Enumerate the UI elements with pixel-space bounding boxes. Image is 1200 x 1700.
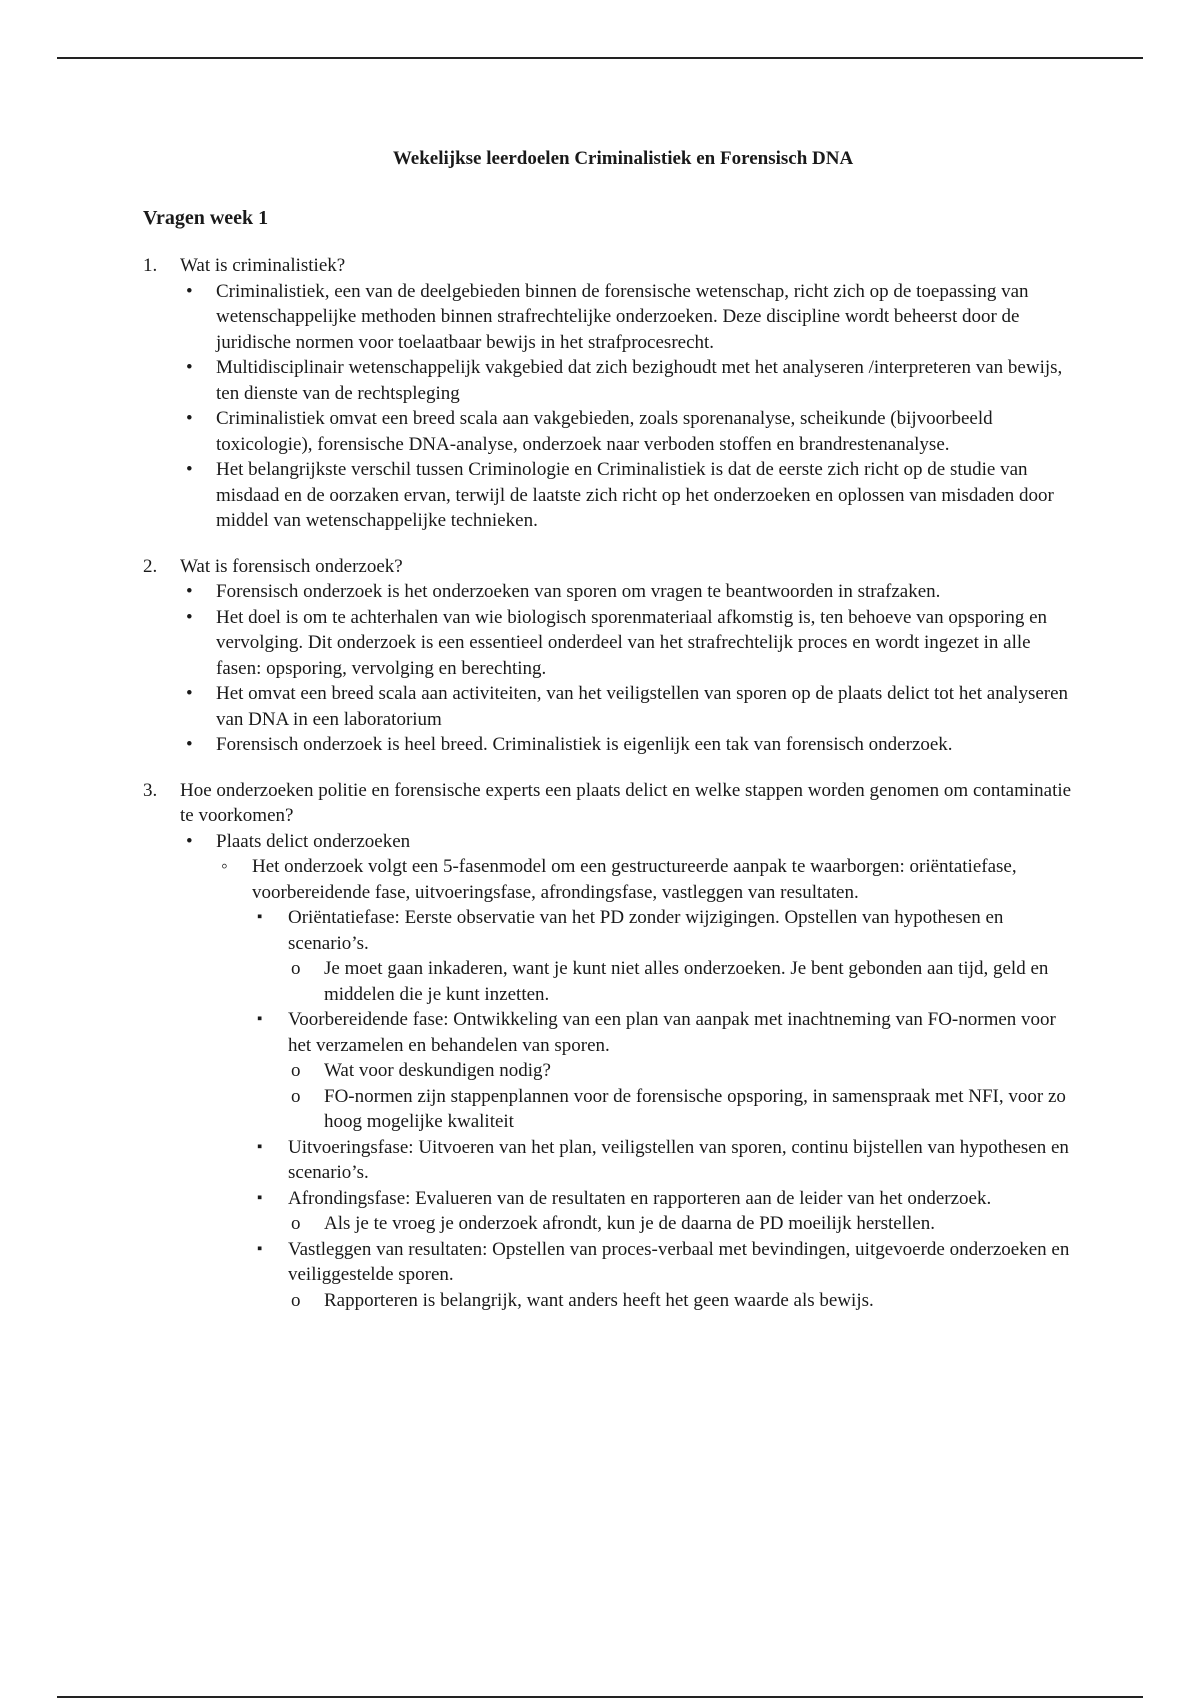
note-item: o Je moet gaan inkaderen, want je kunt niet alles onderzoeken. Je bent gebonden aan tijd, geld en middelen die je kunt inzetten. — [288, 956, 1073, 1007]
question-number: 3. — [143, 779, 158, 801]
note-item: o FO-normen zijn stappenplannen voor de forensische opsporing, in samenspraak met NFI, voor zo hoog mogelijke kwaliteit — [288, 1084, 1073, 1135]
sub-list — [216, 854, 1073, 1313]
phase-item: ▪ Voorbereidende fase: Ontwikkeling van een plan van aanpak met inachtneming van FO-normen voor het verzamelen en behandelen van sporen. — [252, 1007, 1073, 1058]
phase-item: ▪ Oriëntatiefase: Eerste observatie van het PD zonder wijzigingen. Opstellen van hypothesen en scenario’s. — [252, 905, 1073, 956]
note-list — [252, 1288, 1073, 1314]
list-item: • Forensisch onderzoek is heel breed. Criminalistiek is eigenlijk een tak van forensisch onderzoek. — [180, 732, 1073, 758]
list-item-text: Plaats delict onderzoeken — [216, 830, 411, 852]
phase-item: ▪ Afrondingsfase: Evalueren van de resultaten en rapporteren aan de leider van het onderzoek. — [252, 1186, 1073, 1212]
footer-rule — [57, 1696, 1143, 1698]
note-list — [252, 1058, 1073, 1135]
bullet-list — [180, 829, 1073, 1314]
bullet-list — [180, 279, 1073, 534]
list-item: • Het belangrijkste verschil tussen Criminologie en Criminalistiek is dat de eerste zich richt op de studie van misdaad en de oorzaken ervan, terwijl de laatste zich richt op het onderzoeken en oplossen van misdaden door middel van wetenschappelijke technieken. — [180, 457, 1073, 534]
phase-item: ▪ Vastleggen van resultaten: Opstellen van proces-verbaal met bevindingen, uitgevoerde onderzoeken en veiliggestelde sporen. — [252, 1237, 1073, 1288]
question-text: Wat is criminalistiek? — [180, 255, 346, 276]
list-item-text: Het onderzoek volgt een 5-fasenmodel om een gestructureerde aanpak te waarborgen: oriëntatiefase, voorbereidende fase, uitvoeringsfase, afrondingsfase, vastleggen van resultaten. — [252, 856, 1017, 903]
phase-list — [252, 905, 1073, 1313]
list-item: • Criminalistiek, een van de deelgebieden binnen de forensische wetenschap, richt zich op de toepassing van wetenschappelijke methoden binnen strafrechtelijke onderzoeken. Deze discipline wordt beheerst door de juridische normen voor toelaatbaar bewijs in het strafprocesrecht. — [180, 279, 1073, 356]
document-title: Wekelijkse leerdoelen Criminalistiek en Forensisch DNA — [392, 148, 854, 169]
document-body — [143, 140, 1073, 1313]
question-3 — [143, 778, 1073, 1314]
list-item: • Het omvat een breed scala aan activiteiten, van het veiligstellen van sporen op de plaats delict tot het analyseren van DNA in een laboratorium — [180, 681, 1073, 732]
note-list — [252, 956, 1073, 1007]
list-item: • Criminalistiek omvat een breed scala aan vakgebieden, zoals sporenanalyse, scheikunde (bijvoorbeeld toxicologie), forensische DNA-analyse, onderzoek naar verboden stoffen en brandrestenanalyse. — [180, 406, 1073, 457]
note-item: o Rapporteren is belangrijk, want anders heeft het geen waarde als bewijs. — [288, 1288, 1073, 1314]
note-item: o Wat voor deskundigen nodig? — [288, 1058, 1073, 1084]
question-number: 1. — [143, 255, 158, 276]
header-rule — [57, 57, 1143, 59]
list-item — [180, 829, 1073, 1314]
list-item: • Het doel is om te achterhalen van wie biologisch sporenmateriaal afkomstig is, ten behoeve van opsporing en vervolging. Dit onderzoek is een essentieel onderdeel van het strafrechtelijk proces en wordt ingezet in alle fasen: opsporing, vervolging en berechting. — [180, 605, 1073, 682]
phase-item: ▪ Uitvoeringsfase: Uitvoeren van het plan, veiligstellen van sporen, continu bijstellen van hypothesen en scenario’s. — [252, 1135, 1073, 1186]
question-number: 2. — [143, 555, 158, 577]
question-text: Wat is forensisch onderzoek? — [180, 555, 403, 577]
note-list — [252, 1211, 1073, 1237]
question-1 — [143, 253, 1073, 534]
question-2 — [143, 554, 1073, 758]
question-text: Hoe onderzoeken politie en forensische experts een plaats delict en welke stappen worden genomen om contaminatie te voorkomen? — [180, 779, 1072, 826]
list-item: • Forensisch onderzoek is het onderzoeken van sporen om vragen te beantwoorden in strafzaken. — [180, 579, 1073, 605]
list-item: • Multidisciplinair wetenschappelijk vakgebied dat zich bezighoudt met het analyseren /interpreteren van bewijs, ten dienste van de rechtspleging — [180, 355, 1073, 406]
note-item: o Als je te vroeg je onderzoek afrondt, kun je de daarna de PD moeilijk herstellen. — [288, 1211, 1073, 1237]
sub-list-item — [216, 854, 1073, 1313]
bullet-list — [180, 579, 1073, 758]
week-heading: Vragen week 1 — [143, 206, 269, 229]
